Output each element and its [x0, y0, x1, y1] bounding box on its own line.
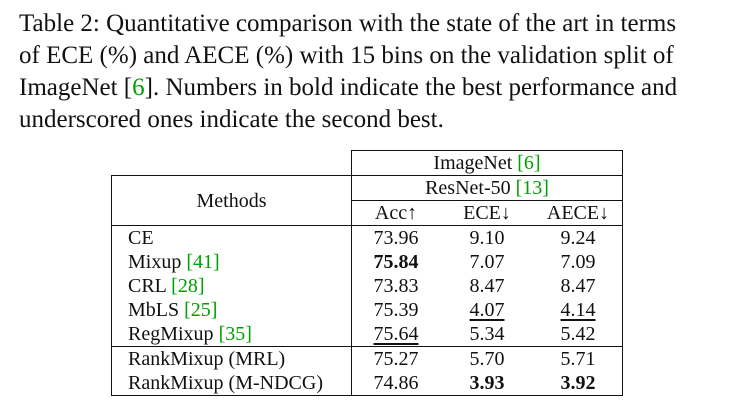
backbone-citation: [13]: [515, 177, 549, 199]
method-name: RankMixup (MRL): [112, 347, 352, 372]
table-row: [112, 322, 623, 347]
cell-acc: 73.96: [352, 226, 441, 251]
header-spacer: [112, 151, 352, 176]
cell-ece: 8.47: [469, 275, 505, 297]
method-citation: [28]: [166, 275, 205, 297]
cell-aece: 9.24: [534, 226, 623, 251]
method-name: RankMixup (M-NDCG): [112, 371, 352, 396]
table-body: [112, 226, 623, 396]
col-header-aece: AECE↓: [534, 201, 623, 226]
cell-ece: 4.07: [469, 299, 505, 321]
results-table: [111, 150, 623, 396]
cell-acc: 75.39: [352, 298, 441, 322]
cell-aece: 4.14: [534, 298, 623, 322]
col-header-ece: ECE↓: [440, 201, 534, 226]
cell-acc: 75.27: [352, 347, 441, 372]
cell-aece: 7.09: [534, 250, 623, 274]
cell-acc: 75.84: [352, 250, 441, 274]
table-row: [112, 371, 623, 396]
method-name: CRL [28]: [112, 274, 352, 298]
method-name: MbLS [25]: [112, 298, 352, 322]
col-header-acc: Acc↑: [352, 201, 441, 226]
cell-aece: 5.42: [534, 322, 623, 347]
caption-line-1: Table 2: Quantitative comparison with the state of the art in terms: [19, 10, 677, 37]
cell-ece: 7.07: [469, 251, 505, 273]
dataset-name: ImageNet: [433, 152, 513, 174]
cell-ece: 5.70: [440, 347, 534, 372]
cell-acc: 73.83: [352, 274, 441, 298]
dataset-citation: [6]: [517, 152, 541, 174]
table-row: [112, 274, 623, 298]
method-name: CE: [112, 226, 352, 251]
table-row: [112, 226, 623, 251]
cell-aece: 3.92: [534, 371, 623, 396]
caption-citation: 6: [132, 74, 145, 101]
caption-line-3: ImageNet [6]. Numbers in bold indicate the best performance and: [19, 74, 678, 101]
caption-line-4: underscored ones indicate the second best.: [19, 106, 444, 133]
table-caption: [19, 8, 743, 136]
method-name: Mixup [41]: [112, 250, 352, 274]
table-row: [112, 298, 623, 322]
method-citation: [35]: [213, 323, 252, 345]
methods-header: Methods: [112, 176, 352, 226]
table-row: [112, 347, 623, 372]
method-name: RegMixup [35]: [112, 322, 352, 347]
backbone-name: ResNet-50: [425, 177, 511, 199]
method-citation: [25]: [179, 299, 218, 321]
cell-acc: 74.86: [352, 371, 441, 396]
backbone-header: [352, 176, 623, 201]
method-citation: [41]: [181, 251, 220, 273]
cell-aece: 8.47: [534, 274, 623, 298]
cell-acc: 75.64: [352, 322, 441, 347]
table-row: [112, 250, 623, 274]
caption-line-2: of ECE (%) and AECE (%) with 15 bins on the validation split of: [19, 42, 674, 69]
cell-aece: 5.71: [534, 347, 623, 372]
cell-ece: 9.10: [440, 226, 534, 251]
cell-ece: 3.93: [440, 371, 534, 396]
dataset-header: [352, 151, 623, 176]
cell-ece: 5.34: [469, 323, 505, 345]
